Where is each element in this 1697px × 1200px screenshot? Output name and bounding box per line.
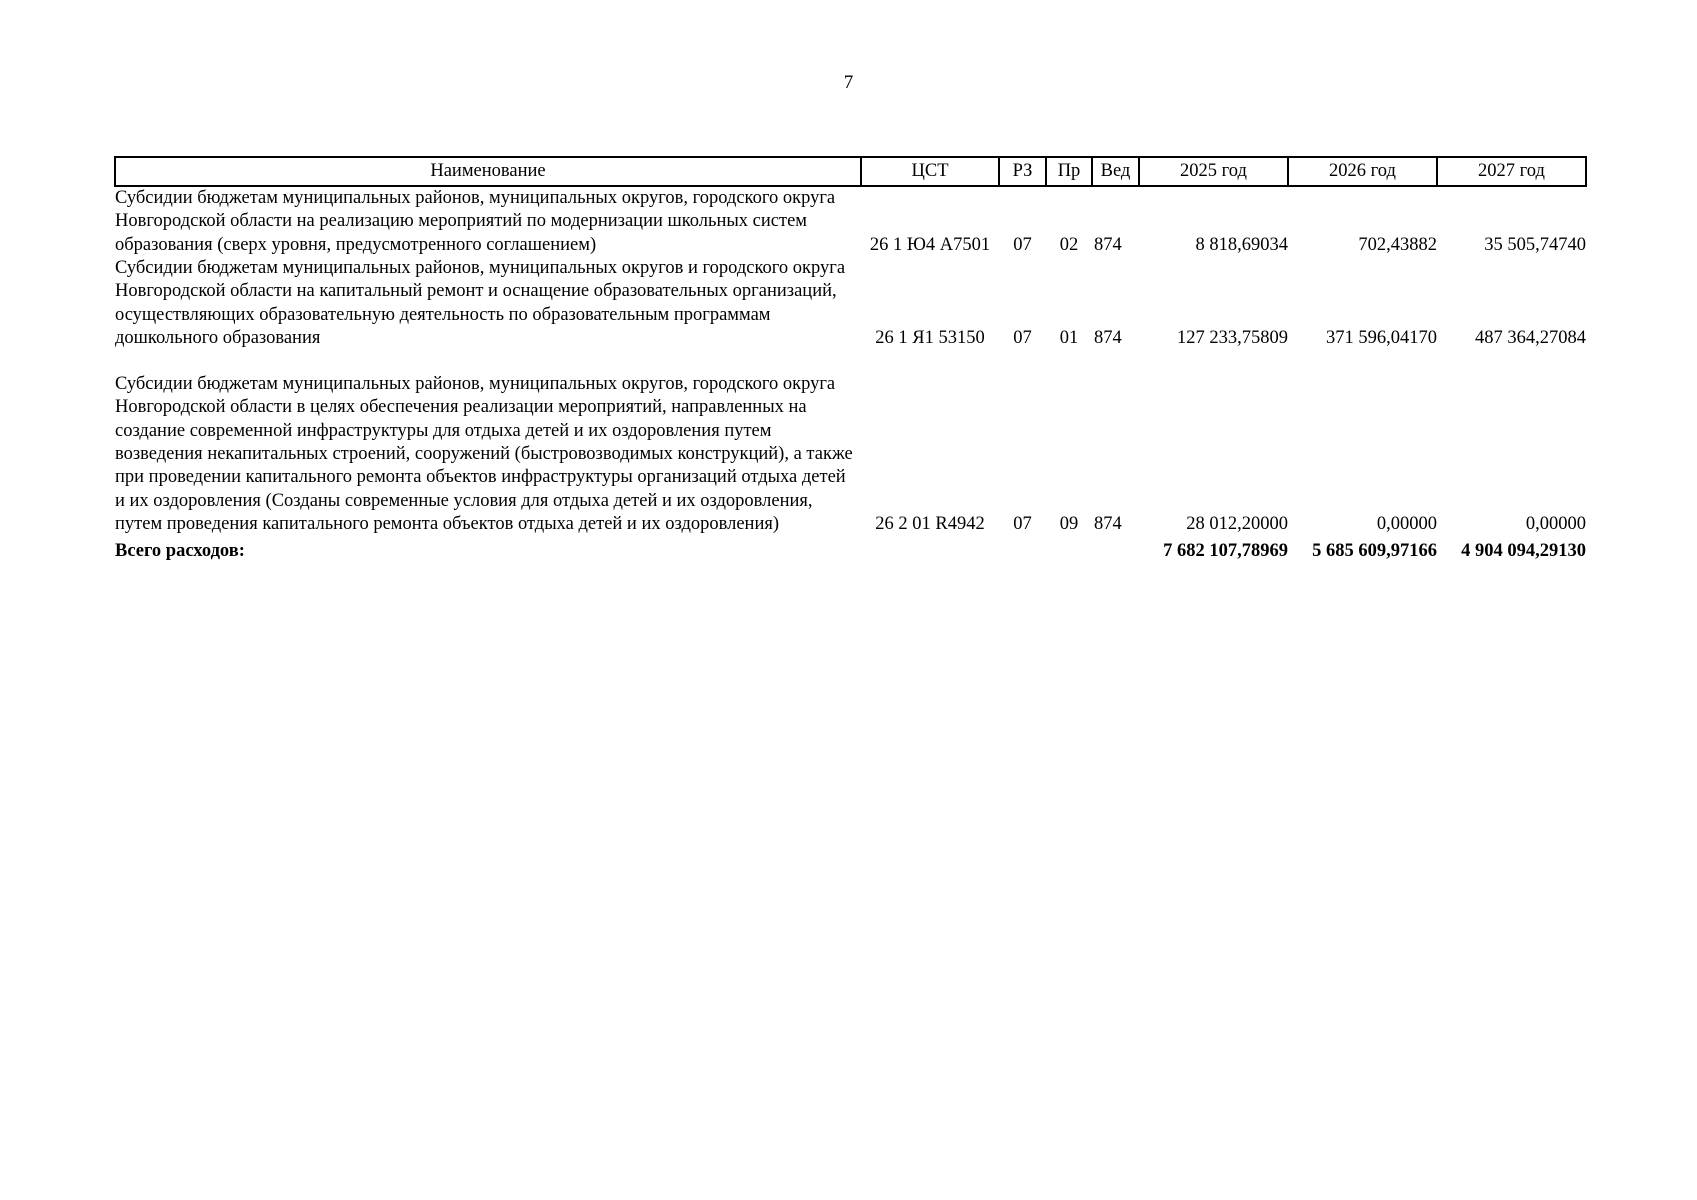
row-ved: 874 (1094, 513, 1122, 534)
header-cst: ЦСТ (861, 157, 999, 186)
total-row (115, 536, 1586, 563)
row-cst: 26 1 Я1 53150 (875, 327, 985, 348)
row-name: Субсидии бюджетам муниципальных районов, муниципальных округов, городского округа Новгородской области на реализацию мероприятий по модернизации школьных систем образования (сверх уровня, предусмотренного соглашением) (115, 188, 836, 255)
header-2027: 2027 год (1437, 157, 1586, 186)
total-2027: 4 904 094,29130 (1461, 541, 1586, 562)
total-2025: 7 682 107,78969 (1163, 541, 1288, 562)
header-2025: 2025 год (1139, 157, 1288, 186)
row-pr: 02 (1059, 234, 1079, 255)
row-2026: 371 596,04170 (1326, 327, 1437, 348)
header-name: Наименование (115, 157, 861, 186)
row-2026: 0,00000 (1376, 513, 1437, 534)
row-2027: 35 505,74740 (1484, 234, 1586, 255)
table-header (115, 157, 1586, 186)
total-empty-cst (861, 536, 999, 563)
row-rz: 07 (1013, 234, 1032, 255)
page-number: 7 (843, 72, 854, 93)
row-rz: 07 (1013, 513, 1032, 534)
row-2025: 28 012,20000 (1186, 513, 1288, 534)
total-label: Всего расходов: (115, 541, 245, 562)
total-empty-ved (1092, 536, 1139, 563)
row-ved: 874 (1094, 234, 1122, 255)
total-2026: 5 685 609,97166 (1312, 541, 1437, 562)
row-2025: 8 818,69034 (1195, 234, 1288, 255)
row-name: Субсидии бюджетам муниципальных районов, муниципальных округов и городского округа Новгородской области на капитальный ремонт и оснащение образовательных организаций, осуществляющих образовательную деятельность по образовательным программам дошкольного образования (115, 258, 846, 348)
total-empty-rz (999, 536, 1046, 563)
header-rz: РЗ (999, 157, 1046, 186)
row-cst: 26 2 01 R4942 (875, 513, 985, 534)
row-2027: 487 364,27084 (1475, 327, 1586, 348)
row-name: Субсидии бюджетам муниципальных районов, муниципальных округов, городского округа Новгородской области в целях обеспечения реализации мероприятий, направленных на создание современной инфраструктуры для отдыха детей и их оздоровления путем возведения некапитальных строений, сооружений (быстровозводимых конструкций), а также при проведении капитального ремонта объектов инфраструктуры организаций отдыха детей и их оздоровления (Созданы современные условия для отдыха детей и их оздоровления, путем проведения капитального ремонта объектов отдыха детей и их оздоровления) (115, 374, 853, 534)
table-row (115, 257, 1586, 350)
row-2026: 702,43882 (1358, 234, 1437, 255)
header-2026: 2026 год (1288, 157, 1437, 186)
table-row (115, 186, 1586, 257)
row-2027: 0,00000 (1525, 513, 1586, 534)
row-pr: 09 (1059, 513, 1079, 534)
header-ved: Вед (1092, 157, 1139, 186)
row-cst: 26 1 Ю4 А7501 (869, 234, 991, 255)
row-ved: 874 (1094, 327, 1122, 348)
row-2025: 127 233,75809 (1177, 327, 1288, 348)
budget-table (114, 156, 1587, 563)
row-rz: 07 (1013, 327, 1032, 348)
row-pr: 01 (1059, 327, 1079, 348)
header-pr: Пр (1046, 157, 1092, 186)
table-row (115, 350, 1586, 536)
total-empty-pr (1046, 536, 1092, 563)
